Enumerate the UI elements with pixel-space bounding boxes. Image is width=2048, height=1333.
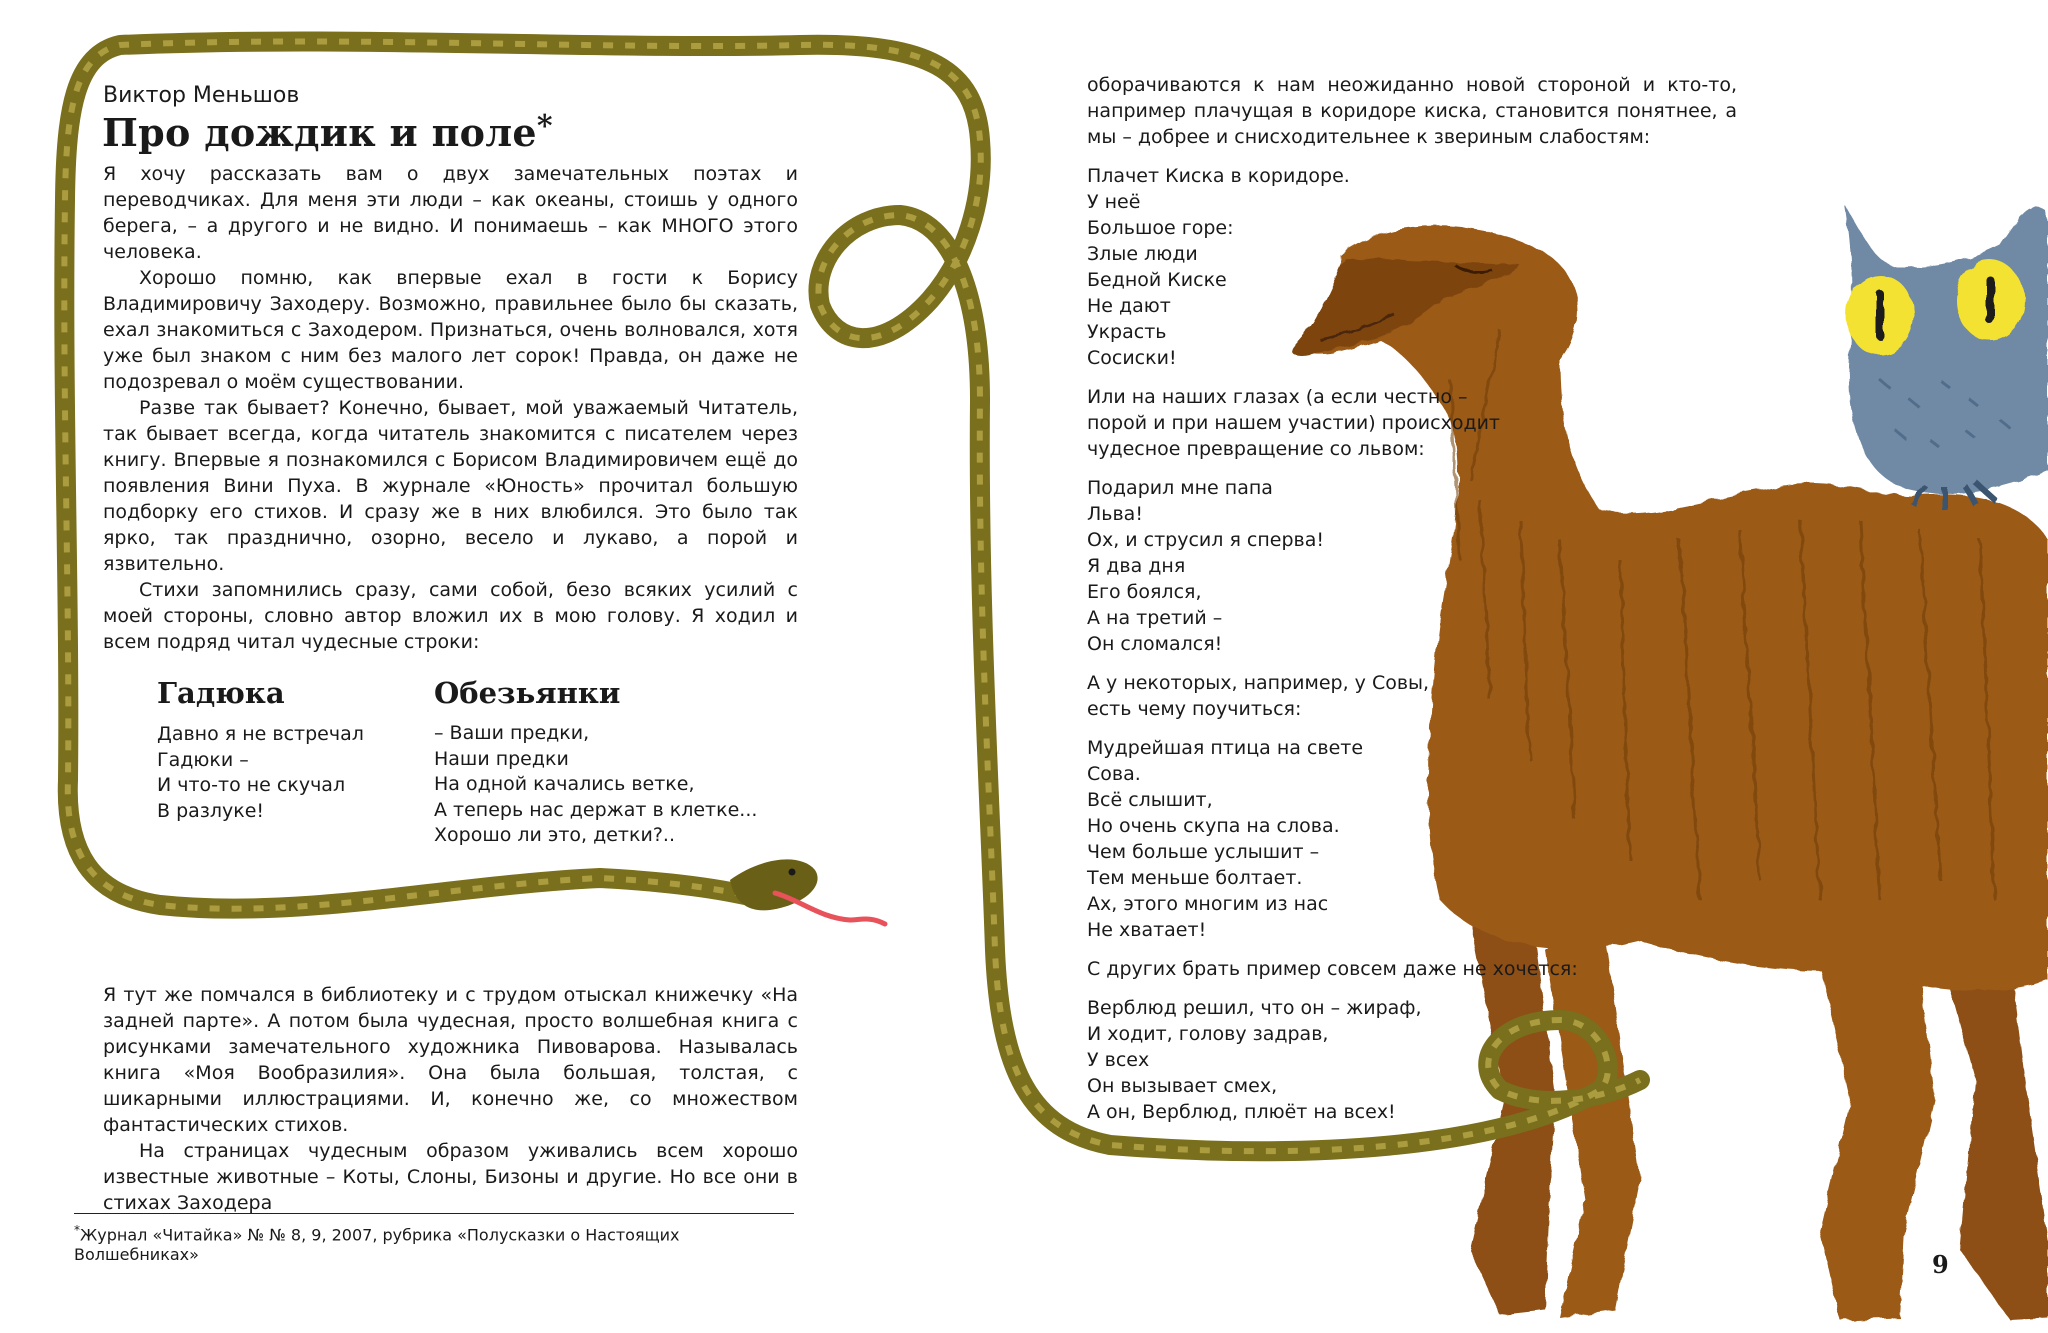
verse-line: Я два дня [1087,555,1186,577]
poem-title-obezyanki: Обезьянки [434,676,621,710]
verse-line: Украсть [1087,321,1167,343]
verse-line: Всё слышит, [1087,789,1213,811]
prose-line: чудесное превращение со львом: [1087,438,1425,460]
lower-paragraph: Я тут же помчался в библиотеку и с трудом отыскал книжечку «На задней парте». А потом была чудесная, просто волшебная книга с рисунками замечательного художника Пивоварова. Называлась книга «Моя Вообразилия». Она была большая, толстая, с шикарными иллюстрациями. И, конечно же, со множеством фантастических стихов. [103,984,798,1136]
footnote [74,1213,794,1265]
lion-intro [1087,384,1737,462]
verse-line: Не хватает! [1087,919,1207,941]
article-title [102,108,553,158]
right-page-text [1087,72,1737,1125]
verse-line: Плачет Киска в коридоре. [1087,165,1350,187]
verse-line: А он, Верблюд, плюёт на всех! [1087,1101,1396,1123]
prose-line: есть чему поучиться: [1087,698,1302,720]
poem-title-gadyuka: Гадюка [157,676,285,710]
poem-obezyanki [434,721,757,849]
verse-line: Бедной Киске [1087,269,1227,291]
intro-paragraph: Я хочу рассказать вам о двух замечательных поэтах и переводчиках. Для меня эти люди – как океаны, стоишь у одного берега, – а другого и не видно. И понимаешь – как МНОГО этого человека. [103,163,798,263]
verse-line: Ох, и струсил я сперва! [1087,529,1325,551]
poem-line: На одной качались ветке, [434,773,695,795]
verse-kiska [1087,163,1737,371]
poem-line: Давно я не встречал [157,723,364,745]
prose-line: порой и при нашем участии) происходит [1087,412,1500,434]
verse-line: Он вызывает смех, [1087,1075,1278,1097]
verse-line: Тем меньше болтает. [1087,867,1303,889]
verse-line: Подарил мне папа [1087,477,1273,499]
verse-line: Большое горе: [1087,217,1234,239]
verse-line: Чем больше услышит – [1087,841,1320,863]
prose-line: Или на наших глазах (а если честно – [1087,386,1468,408]
verse-line: У всех [1087,1049,1150,1071]
verse-owl [1087,735,1737,943]
intro-paragraph: Разве так бывает? Конечно, бывает, мой уважаемый Читатель, так бывает всегда, когда читатель знакомится с писателем через книгу. Впервые я познакомился с Борисом Владимировичем ещё до появления Вини Пуха. В журнале «Юность» прочитал большую подборку его стихов. И сразу же в них влюбился. Это было так ярко, так празднично, озорно, весело и лукаво, а порой и язвительно. [103,397,798,575]
camel-intro [1087,956,1737,982]
poem-line: – Ваши предки, [434,722,590,744]
intro-paragraph: Хорошо помню, как впервые ехал в гости к Борису Владимировичу Заходеру. Возможно, правильнее было бы сказать, ехал знакомиться с Заходером. Признаться, очень волновался, хотя уже был знаком с ним без малого лет сорок! Правда, он даже не подозревал о моём существовании. [103,267,798,393]
verse-line: Сова. [1087,763,1141,785]
poem-line: А теперь нас держат в клетке... [434,798,758,821]
verse-line: Льва! [1087,503,1143,525]
article-title-text: Про дождик и поле [102,110,537,155]
footnote-mark: * [74,1223,80,1237]
poem-line: Хорошо ли это, детки?.. [434,824,675,846]
verse-camel [1087,995,1737,1125]
verse-line: Злые люди [1087,243,1198,265]
poem-line: В разлуке! [157,799,265,822]
verse-line: Верблюд решил, что он – жираф, [1087,997,1422,1019]
verse-line: Но очень скупа на слова. [1087,815,1340,837]
verse-line: И ходит, голову задрав, [1087,1023,1329,1045]
title-footnote-mark: * [536,109,553,144]
owl-drawing [1845,205,2048,510]
owl-intro [1087,670,1737,722]
poem-gadyuka [157,722,364,824]
verse-lion [1087,475,1737,657]
author-name: Виктор Меньшов [103,83,300,108]
footnote-text: Журнал «Читайка» № № 8, 9, 2007, рубрика «Полусказки о Настоящих Волшебниках» [74,1225,680,1265]
verse-line: Он сломался! [1087,633,1223,655]
prose-line: С других брать пример совсем даже не хочется: [1087,958,1578,980]
intro-text [103,161,798,655]
verse-line: Ах, этого многим из нас [1087,893,1329,915]
intro-paragraph: Стихи запомнились сразу, сами собой, безо всяких усилий с моей стороны, словно автор вложил их в мою голову. Я ходил и всем подряд читал чудесные строки: [103,579,798,653]
snake-eye [789,869,796,876]
lower-paragraph: На страницах чудесным образом уживались всем хорошо известные животные – Коты, Слоны, Бизоны и другие. Но все они в стихах Заходера [103,1140,798,1214]
poem-line: Наши предки [434,747,569,770]
verse-line: У неё [1087,191,1141,213]
verse-line: Не дают [1087,295,1171,317]
verse-line: Сосиски! [1087,347,1177,369]
poem-line: Гадюки – [157,748,249,771]
right-opening-paragraph: оборачиваются к нам неожиданно новой стороной и кто-то, например плачущая в коридоре киска, становится понятнее, а мы – добрее и снисходительнее к звериным слабостям: [1087,74,1737,148]
prose-line: А у некоторых, например, у Совы, [1087,672,1430,694]
verse-line: А на третий – [1087,607,1223,629]
verse-line: Мудрейшая птица на свете [1087,737,1364,759]
snake-tongue [775,893,885,924]
poem-line: И что-то не скучал [157,774,346,796]
lower-text [103,982,798,1216]
verse-line: Его боялся, [1087,581,1202,603]
page-number: 9 [1932,1250,1949,1279]
